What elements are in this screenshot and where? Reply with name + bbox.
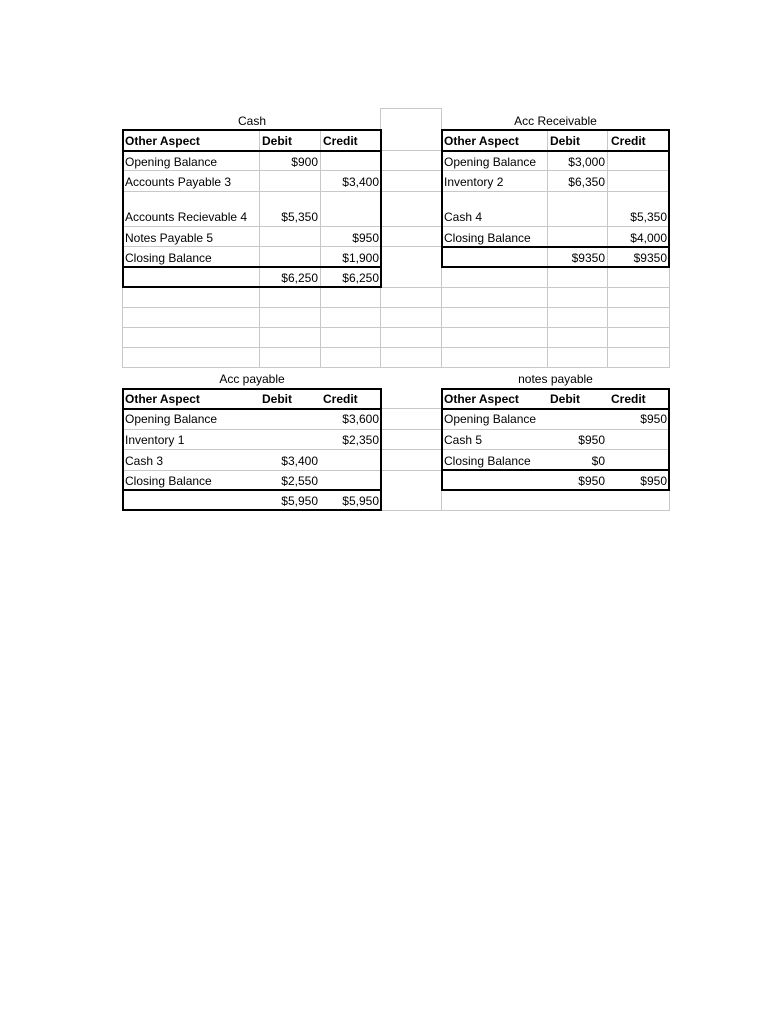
table-row-aspect: Opening Balance — [125, 412, 218, 426]
notes-payable-header-debit: Debit — [550, 392, 580, 406]
table-row-credit: $9350 — [633, 251, 667, 265]
table-row-credit: $950 — [352, 231, 379, 245]
table-row-aspect: Closing Balance — [125, 251, 212, 265]
cash-title: Cash — [237, 114, 266, 128]
cash-header-debit: Debit — [262, 134, 292, 148]
acc-receivable-header-aspect: Other Aspect — [444, 134, 519, 148]
table-row-aspect: Inventory 2 — [444, 175, 504, 189]
acc-payable-header-aspect: Other Aspect — [125, 392, 200, 406]
cash-header-aspect: Other Aspect — [125, 134, 200, 148]
table-row-debit: $5,350 — [281, 210, 318, 224]
acc-receivable-header-credit: Credit — [611, 134, 646, 148]
table-row-credit: $4,000 — [630, 231, 667, 245]
cash-header-credit: Credit — [323, 134, 358, 148]
table-row-credit: $950 — [640, 412, 667, 426]
notes-payable-title: notes payable — [518, 372, 593, 386]
notes-payable-header-aspect: Other Aspect — [444, 392, 519, 406]
table-row-aspect: Cash 4 — [444, 210, 483, 224]
table-row-aspect: Cash 3 — [125, 454, 164, 468]
table-row-aspect: Notes Payable 5 — [125, 231, 214, 245]
table-row-aspect: Opening Balance — [444, 155, 537, 169]
acc-payable-header-debit: Debit — [262, 392, 292, 406]
table-row-credit: $3,600 — [342, 412, 379, 426]
table-row-debit: $5,950 — [281, 494, 318, 508]
table-row-credit: $1,900 — [342, 251, 379, 265]
table-row-debit: $0 — [591, 454, 605, 468]
table-row-aspect: Accounts Payable 3 — [125, 175, 232, 189]
table-row-credit: $950 — [640, 474, 667, 488]
table-row-debit: $3,400 — [281, 454, 318, 468]
table-row-credit: $3,400 — [342, 175, 379, 189]
table-row-aspect: Cash 5 — [444, 433, 483, 447]
table-row-credit: $6,250 — [342, 271, 379, 285]
table-row-debit: $3,000 — [568, 155, 605, 169]
table-row-aspect: Closing Balance — [444, 454, 531, 468]
table-row-aspect: Closing Balance — [444, 231, 531, 245]
table-row-debit: $950 — [578, 433, 605, 447]
table-row-credit: $5,350 — [630, 210, 667, 224]
table-row-debit: $6,350 — [568, 175, 605, 189]
table-row-aspect: Accounts Recievable 4 — [125, 210, 248, 224]
table-row-aspect: Opening Balance — [444, 412, 537, 426]
table-row-debit: $2,550 — [281, 474, 318, 488]
acc-payable-title: Acc payable — [219, 372, 285, 386]
table-row-credit: $2,350 — [342, 433, 379, 447]
table-row-debit: $6,250 — [281, 271, 318, 285]
table-row-aspect: Inventory 1 — [125, 433, 185, 447]
notes-payable-header-credit: Credit — [611, 392, 646, 406]
acc-payable-header-credit: Credit — [323, 392, 358, 406]
table-row-aspect: Opening Balance — [125, 155, 218, 169]
table-row-debit: $950 — [578, 474, 605, 488]
table-row-debit: $9350 — [571, 251, 605, 265]
table-row-debit: $900 — [291, 155, 318, 169]
table-row-credit: $5,950 — [342, 494, 379, 508]
acc-receivable-title: Acc Receivable — [514, 114, 597, 128]
table-row-aspect: Closing Balance — [125, 474, 212, 488]
acc-receivable-header-debit: Debit — [550, 134, 580, 148]
